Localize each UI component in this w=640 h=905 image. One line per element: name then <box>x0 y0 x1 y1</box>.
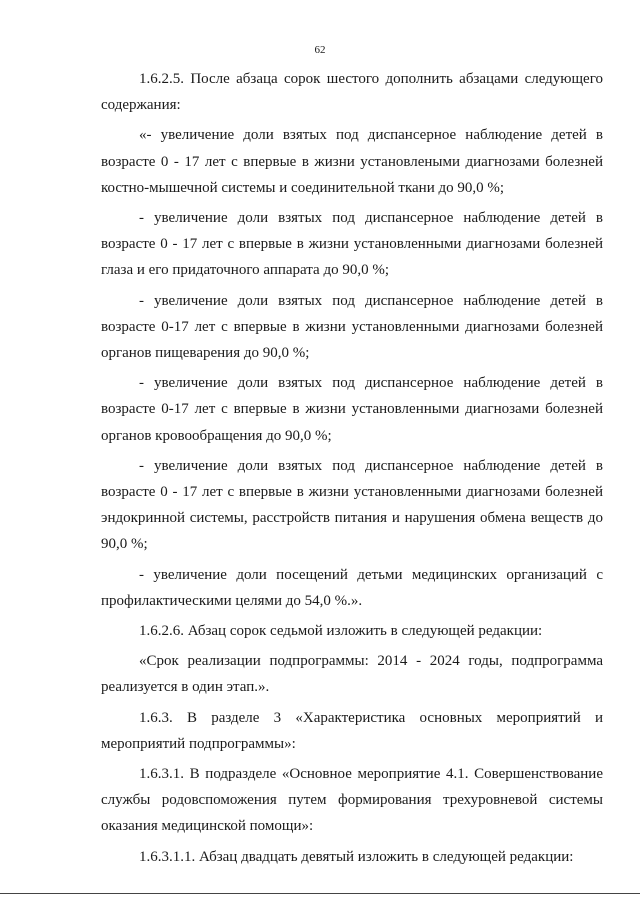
paragraph-bullet-eye: - увеличение доли взятых под диспансерное наблюдение детей в возрасте 0 - 17 лет с впервые в жизни установленными диагнозами болезней глаза и его придаточного аппарата до 90,0 %; <box>101 210 603 279</box>
paragraph-1.6.3.1.1: 1.6.3.1.1. Абзац двадцать девятый изложить в следующей редакции: <box>139 848 574 865</box>
paragraph-bullet-digestive: - увеличение доли взятых под диспансерное наблюдение детей в возрасте 0-17 лет с впервые в жизни установленными диагнозами болезней органов пищеварения до 90,0 %; <box>101 292 603 362</box>
paragraph-1.6.3.1: 1.6.3.1. В подразделе «Основное мероприятие 4.1. Совершенствование службы родовспоможения путем формирования трехуровневой системы оказания медицинской помощи»: <box>101 766 603 835</box>
paragraph-1.6.2.6: 1.6.2.6. Абзац сорок седьмой изложить в следующей редакции: <box>139 623 543 640</box>
paragraph-bullet-endocrine: - увеличение доли взятых под диспансерное наблюдение детей в возрасте 0 - 17 лет с впервые в жизни установленными диагнозами болезней эндокринной системы, расстройств питания и нарушения обмена веществ до 90,0 %; <box>101 457 603 553</box>
footer-divider <box>0 893 640 894</box>
paragraph-bullet-musculoskeletal: «- увеличение доли взятых под диспансерное наблюдение детей в возрасте 0 - 17 лет с впервые в жизни установлеными диагнозами болезней костно-мышечной системы и соединительной ткани до 90,0 %; <box>101 127 603 196</box>
paragraph-1.6.2.5: 1.6.2.5. После абзаца сорок шестого дополнить абзацами следующего содержания: <box>101 71 603 114</box>
document-body <box>101 66 603 870</box>
paragraph-program-term: «Срок реализации подпрограммы: 2014 - 2024 годы, подпрограмма реализуется в один этап.». <box>101 653 603 696</box>
page-number: 62 <box>314 44 326 56</box>
paragraph-1.6.3: 1.6.3. В разделе 3 «Характеристика основных мероприятий и мероприятий подпрограммы»: <box>101 709 603 752</box>
paragraph-bullet-circulatory: - увеличение доли взятых под диспансерное наблюдение детей в возрасте 0-17 лет с впервые в жизни установленными диагнозами болезней органов кровообращения до 90,0 %; <box>101 375 603 444</box>
paragraph-bullet-preventive-visits: - увеличение доли посещений детьми медицинских организаций с профилактическими целями до 54,0 %.». <box>101 566 603 609</box>
